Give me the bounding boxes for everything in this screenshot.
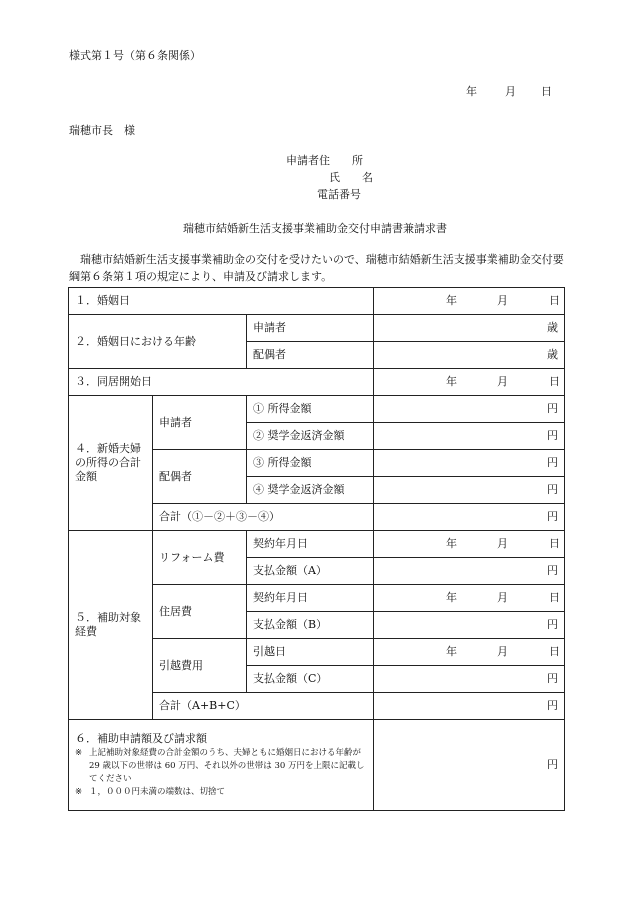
income-4-field[interactable]: 円	[374, 477, 565, 504]
request-amount-label: ６．補助申請額及び請求額	[75, 731, 207, 745]
applicant-name-label: 氏 名	[329, 171, 373, 184]
age-spouse-label: 配偶者	[247, 342, 374, 369]
note-2-text: １，０００円未満の端数は、切捨て	[89, 786, 226, 797]
note-2	[75, 786, 367, 799]
income-sum-field[interactable]: 円	[374, 504, 565, 531]
moving-label: 引越費用	[153, 639, 247, 693]
date-day-label: 日	[541, 85, 552, 98]
subsidy-costs-label: ５．補助対象経費	[69, 531, 153, 720]
housing-label: 住居費	[153, 585, 247, 639]
intro-paragraph: 瑞穂市結婚新生活支援事業補助金の交付を受けたいので、瑞穂市結婚新生活支援事業補助金交付要綱第６条第１項の規定により、申請及び請求します。	[69, 253, 564, 283]
income-1-field[interactable]: 円	[374, 396, 565, 423]
row-cohabitation-date	[69, 369, 565, 396]
marriage-date-field[interactable]: 年 月 日	[374, 288, 565, 315]
request-amount-field[interactable]: 円	[374, 720, 565, 811]
document-title: 瑞穂市結婚新生活支援事業補助金交付申請書兼請求書	[183, 222, 447, 235]
note-1-mark: ※	[75, 747, 83, 758]
payment-b-label: 支払金額（B）	[247, 612, 374, 639]
reform-label: リフォーム費	[153, 531, 247, 585]
cost-sum-field[interactable]: 円	[374, 693, 565, 720]
note-1	[75, 747, 367, 786]
note-2-mark: ※	[75, 786, 83, 797]
moving-date-field[interactable]: 年 月 日	[374, 639, 565, 666]
row-age-applicant	[69, 315, 565, 342]
housing-contract-date-label: 契約年月日	[247, 585, 374, 612]
age-applicant-label: 申請者	[247, 315, 374, 342]
income-sum-label: 合計（①－②＋③－④）	[153, 504, 374, 531]
age-applicant-field[interactable]: 歳	[374, 315, 565, 342]
marriage-date-label: １．婚姻日	[69, 288, 374, 315]
date-year-label: 年	[466, 85, 477, 98]
cohabitation-date-field[interactable]: 年 月 日	[374, 369, 565, 396]
income-total-label: ４．新婚夫婦の所得の合計金額	[69, 396, 153, 531]
row-request-amount	[69, 720, 565, 811]
income-applicant-label: 申請者	[153, 396, 247, 450]
row-reform-date	[69, 531, 565, 558]
income-1-label: ① 所得金額	[247, 396, 374, 423]
payment-a-label: 支払金額（A）	[247, 558, 374, 585]
cohabitation-date-label: ３．同居開始日	[69, 369, 374, 396]
application-table	[68, 287, 565, 811]
payment-c-label: 支払金額（C）	[247, 666, 374, 693]
applicant-address-label: 申請者住 所	[286, 154, 363, 167]
payment-c-field[interactable]: 円	[374, 666, 565, 693]
payment-a-field[interactable]: 円	[374, 558, 565, 585]
income-2-field[interactable]: 円	[374, 423, 565, 450]
row-marriage-date	[69, 288, 565, 315]
age-spouse-field[interactable]: 歳	[374, 342, 565, 369]
reform-contract-date-label: 契約年月日	[247, 531, 374, 558]
income-3-field[interactable]: 円	[374, 450, 565, 477]
age-at-marriage-label: ２．婚姻日における年齢	[69, 315, 247, 369]
income-2-label: ② 奨学金返済金額	[247, 423, 374, 450]
income-spouse-label: 配偶者	[153, 450, 247, 504]
request-amount-cell	[69, 720, 374, 811]
form-number: 様式第１号（第６条関係）	[69, 49, 201, 62]
applicant-phone-label: 電話番号	[317, 188, 361, 201]
addressee: 瑞穂市長 様	[69, 124, 135, 137]
income-4-label: ④ 奨学金返済金額	[247, 477, 374, 504]
housing-contract-date-field[interactable]: 年 月 日	[374, 585, 565, 612]
date-month-label: 月	[505, 85, 516, 98]
income-3-label: ③ 所得金額	[247, 450, 374, 477]
cost-sum-label: 合計（A+B+C）	[153, 693, 374, 720]
row-income-1	[69, 396, 565, 423]
reform-contract-date-field[interactable]: 年 月 日	[374, 531, 565, 558]
moving-date-label: 引越日	[247, 639, 374, 666]
payment-b-field[interactable]: 円	[374, 612, 565, 639]
note-1-text: 上記補助対象経費の合計金額のうち、夫婦ともに婚姻日における年齢が 29 歳以下の世帯は 60 万円、それ以外の世帯は 30 万円を上限に記載してください	[89, 747, 365, 784]
